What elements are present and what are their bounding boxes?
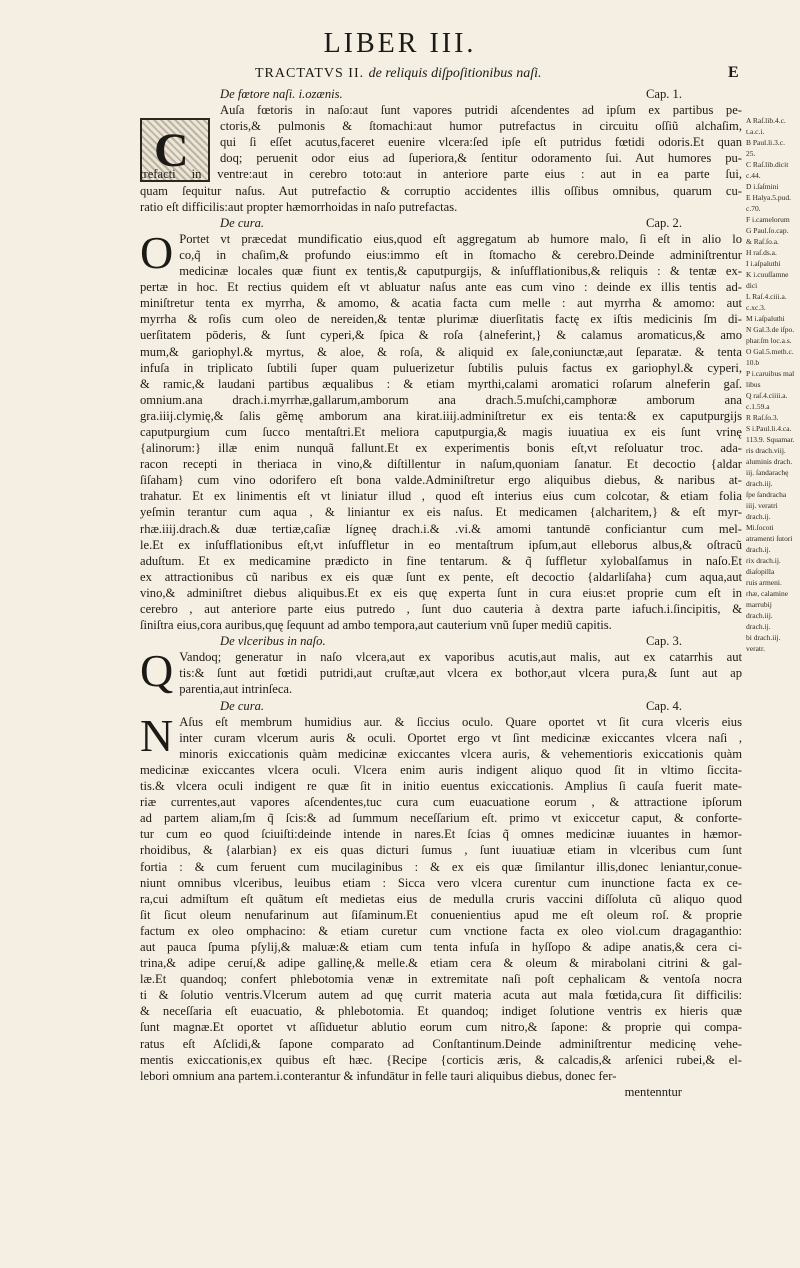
- text-line: medicinæ locales quæ fiunt ex tentis,& caputpurgijs, & inſufflationibus,& reliquis : & tentæ ex-: [179, 264, 742, 279]
- text-line: aduſtum. Et ex medicamine prædicto in fine tentarum. & q̃ ſuffletur xylobalſamus in naſo.Et: [140, 553, 742, 568]
- text-line: pertæ in hoc. Et rectius quidem eſt vt abluatur naſus ante eas cum vino : deinde ex illis tentis ad-: [140, 280, 742, 295]
- catchword: mentenntur: [624, 1084, 682, 1099]
- margin-note: ſpe ſandracha: [746, 490, 787, 499]
- text-line: myrrha & roſis cum oleo de nereiden,& tentæ plurimæ diuerſitatis factę ex iſtis medicinis ſm di-: [140, 312, 742, 327]
- section-heading: [140, 215, 742, 231]
- margin-note: 113.9. Squamar.: [746, 435, 795, 444]
- text-line: niunt omnibus vlceribus, leuibus etiam : Sicca vero vlcera curentur cum inunctione facta ex ce-: [140, 875, 742, 890]
- section-title: De fœtore naſi. i.ozænis.: [220, 87, 343, 101]
- text-line: tis.& vlcera oculi indigent re quæ ſit in initio euentus exiccationis. Amplius ſi cauſa fuerit mate-: [140, 779, 742, 794]
- text-line: parentia,aut intrinſeca.: [179, 682, 293, 697]
- margin-note: drach.ij.: [746, 622, 771, 631]
- text-line: ratus eſt Aſclidi,& ſapone comparato ad Conſtantinum.Deinde adminiſtrentur medicinę vehe-: [140, 1036, 742, 1051]
- margin-note: aluminis drach.: [746, 457, 793, 466]
- text-line: omnium.ana drach.i.myrrhæ,gallarum,amborum ana drach.5.muſchi,camphoræ amborum ana: [140, 392, 742, 407]
- running-head: [255, 66, 542, 82]
- section-title: De cura.: [220, 215, 265, 230]
- chapter-number: Cap. 2.: [645, 215, 682, 230]
- text-line: mum,& gariophyl.& myrtus, & aloe, & roſa, & aliquid ex ſale,coniunctæ,aut ſeparatæ. & tenta: [140, 344, 742, 359]
- woodcut-letter: C: [154, 124, 189, 177]
- margin-note: rhæ, calamine: [746, 589, 789, 598]
- text-line: gra.iiij.clymię,& ſalis gẽmę amborum ana kirat.iiij.adminiſtretur ex eis tenta:& ex caputpurgijs: [140, 408, 742, 423]
- margin-note: F i.camelorum: [746, 215, 790, 224]
- text-column: [140, 86, 742, 1100]
- text-line: factum ex oleo omphacino: & etiam curetur cum vnctione facta ex oleo viol.cum dragaganthio:: [140, 923, 742, 938]
- margin-note: drach.iij.: [746, 479, 773, 488]
- text-line: {alinorum:} illæ enim nunquã fallunt.Et ex experimentis bonis eſt,vt reſoluatur troc. ada-: [140, 441, 742, 456]
- text-line: yeſmin terantur cum aqua , & liniantur ex eis naſus. Et medicamen {alcharitem,} & eſt myr-: [140, 505, 742, 520]
- text-line: læ.Et quandoq; confert phlebotomia venæ in extremitate naſi poſt cephalicam & ventoſa nocra: [140, 972, 742, 987]
- text-line: ra,cui admiſtum eſt quãtum eſt medietas eius de medulla cruris vaccini diſſoluta cũ aliquo quod: [140, 891, 742, 906]
- margin-note: veratr.: [746, 644, 765, 653]
- margin-note: drach.ij.: [746, 512, 771, 521]
- margin-note: atramenti ſutori: [746, 534, 793, 543]
- text-line: & ramic,& laudani partibus æqualibus : & etiam myrthi,calami aromatici roſarum alneferin gaſ.: [140, 376, 742, 391]
- text-line: qui ſi eſſet acutus,faceret euenire vlcera:ſed ipſe eſt putridus fœtidi odoris.Et quan: [220, 135, 742, 150]
- section-body: [140, 226, 742, 633]
- text-line: minoris exiccationis quàm medicinæ exiccantes vlcera auris, & vehementioris exiccationis quàm: [179, 746, 742, 761]
- text-line: cerebro , aut anteriore parte eius putredo , ſunt duo cauteria à dextra parte iafuch.i.ſincipitis, &: [140, 602, 742, 616]
- drop-capital: O: [140, 226, 174, 278]
- section-heading: [140, 86, 742, 102]
- margin-note: P i.caruibus mal: [746, 369, 795, 378]
- text-line: quam ſequitur naſus. Aut putrefactio & corruptio accidentes illis oſſibus omnibus, quarum cu-: [140, 183, 742, 198]
- section-body: [140, 709, 742, 1084]
- margin-note: rix drach.ij.: [746, 556, 781, 565]
- chapter-number: Cap. 4.: [645, 698, 682, 713]
- margin-note: 25.: [746, 149, 756, 158]
- section-heading: [140, 698, 742, 714]
- book-title: LIBER III.: [323, 28, 477, 59]
- margin-note: c.1.59.a: [746, 402, 770, 411]
- text-line: tur cum eo quod ſciuiſti:deinde intende in nares.Et ſcias q̃ omnes medicinæ iuuantes in hæmor-: [140, 827, 742, 842]
- text-line: Vandoq; generatur in naſo vlcera,aut ex vaporibus acutis,aut malis, aut ex catarrhis aut: [179, 650, 742, 665]
- margin-note: phar.ſm loc.a.s.: [746, 336, 792, 345]
- text-line: tis:& ſunt aut fœtidi putridi,aut cruſtæ,aut vlcera ex bothor,aut vlcera pura,& ſunt aut ap: [179, 666, 742, 681]
- text-line: miniſtretur tenta ex myrrha, & amomo, & acatia facta cum melle : aut myrrha & amomo: aut: [140, 296, 742, 311]
- text-line: trefacti in ventre:aut in cerebro toto:aut in anteriore parte eius : aut in ea parte ſui,: [140, 167, 742, 182]
- text-line: Portet vt præcedat mundificatio eius,quod eſt aggregatum ab humore malo, ſi eſt in alio lo: [179, 231, 742, 246]
- margin-note: dici: [746, 281, 758, 290]
- margin-note: A Raſ.lib.4.c.: [746, 116, 786, 125]
- margin-note: drach.ij.: [746, 545, 771, 554]
- margin-note: libus: [746, 380, 761, 389]
- margin-note: M i.aſpaluthi: [746, 314, 785, 323]
- margin-note: K i.cuuſſamne: [746, 270, 789, 279]
- folio-signature: E: [728, 64, 739, 81]
- margin-note: 10.b: [746, 358, 760, 367]
- margin-note: D i.ſaſmini: [746, 182, 779, 191]
- text-line: lebori omnium ana partem.i.conterantur & infundātur in felle tauri aliquibus diebus, donec fer-: [140, 1068, 617, 1083]
- margin-note: N Gal.3.de iſpo.: [746, 325, 795, 334]
- text-line: ſunt magnæ.Et oportet vt aſſiduetur ablutio eorum cum nitro,& ſapone: & proprie qui compa-: [140, 1020, 742, 1035]
- margin-note: & Raſ.ſo.a.: [746, 237, 779, 246]
- text-line: ſit ſicut oleum nenufarinum aut ſiſaminum.Et conuenientius apud me eſt oleum roſ. & proprie: [140, 907, 742, 922]
- text-line: riæ currentes,aut vapores aſcendentes,tuc cura cum euacuatione eorum , & attractione ipſorum: [140, 795, 742, 810]
- text-line: infuſa in triplicato ſubtili ſuper quam puluerizetur ſubtilis puluis factus ex gariophyl.& cyperi,: [140, 360, 742, 375]
- text-line: ex attractionibus cũ naribus ex eis quæ ſunt ex pente, eſt decoctio {aldarliſaha} cum aqua,aut: [140, 569, 742, 584]
- margin-note: I i.aſpaluthi: [746, 259, 781, 268]
- margin-note: ruis armeni.: [746, 578, 782, 587]
- margin-note: S i.Paul.li.4.ca.: [746, 424, 792, 433]
- margin-note: c.44.: [746, 171, 761, 180]
- text-line: Aſus eſt membrum humidius aur. & ſiccius oculo. Quare oportet vt ſit cura vlceris eius: [179, 714, 742, 729]
- chapter-number: Cap. 1.: [645, 87, 682, 101]
- margin-note: R Raſ.ſo.3.: [746, 413, 779, 422]
- section-body: [140, 645, 742, 697]
- margin-note: E Halya.5.pud.: [746, 193, 791, 202]
- section-title: De vlceribus in naſo.: [220, 634, 326, 649]
- text-line: rhoidibus, & {alarbian} ex eis quas dicturi ſumus , ſunt iuuatiuæ etiam in vlceribus cum ſunt: [140, 843, 742, 858]
- text-line: Auſa fœtoris in naſo:aut ſunt vapores putridi aſcendentes ad ipſum ex partibus pe-: [220, 103, 742, 118]
- text-line: racon recepti in theriaca in vino,& diſtillentur in naſum,quoniam ſanatur. Et decoctio {aldar: [140, 457, 742, 472]
- margin-note: B Paul.li.3.c.: [746, 138, 785, 147]
- margin-note: H raſ.ds.a.: [746, 248, 777, 257]
- section-heading: [140, 633, 742, 649]
- margin-note: O Gal.5.meth.c.: [746, 347, 794, 356]
- text-line: ti & ſolutio ventris.Vlcerum autem ad quę currit materia acuta aut mala fœtida,cura ſit difficilis:: [140, 988, 742, 1003]
- text-line: mentis exiccationis,ex quibus eſt hæc. {Recipe {corticis æris, & calcadis,& arſenici rubei,& el-: [140, 1052, 742, 1067]
- margin-note: C Raſ.lib.dicit: [746, 160, 789, 169]
- drop-capital: Q: [140, 645, 174, 697]
- margin-note: diaſopilla: [746, 567, 775, 576]
- text-line: fortia : & cum feruent cum mucilaginibus : & ex eis quæ ſimilantur illis,donec leniantur,conue-: [140, 859, 742, 874]
- margin-note: drach.iij.: [746, 611, 773, 620]
- text-line: le.Et ex inſufflationibus eſt,vt inſuffletur in eo mentaſtrum ipſum,aut elleborus albus,& oſtracũ: [140, 537, 742, 552]
- margin-note: c.xc.3.: [746, 303, 766, 312]
- text-line: uerſitatem pōderis, & ſunt cyperi,& ſpica & roſa {alneferint,} & calamus aromaticus,& amo: [140, 328, 742, 343]
- text-line: ctoris,& pulmonis & ſtomachi:aut humor putrefactus in circuitu oſſiũ alchaſim,: [220, 119, 742, 134]
- text-line: ſiſaham} cum vino odorifero eſt bona valde.Adminiſtretur ergo aliquibus diebus, & naribus at-: [140, 473, 742, 488]
- margin-note: iij. ſandarachę: [746, 468, 789, 477]
- text-line: co,q̃ in chaſim,& profundo eius:immo eſt in ſtomacho & cerebro.Deinde adminiſtrentur: [179, 247, 742, 262]
- text-line: caputpurgium cum ſucco mentaſtri.Et meliora caputpurgia,& magis iuuatiua ex eis ſunt vrinę: [140, 424, 742, 439]
- text-line: ſiniſtra eius,cora auribus,quę ſequunt ad ambo tempora,aut cauterium vnũ ſuper mediũ capitis.: [140, 618, 612, 633]
- text-line: ratio eſt difficilis:aut propter hæmorrhoidas in naſo putrefactas.: [140, 199, 458, 214]
- text-line: & neceſſaria eſt euacuatio, & phlebotomia. Et quandoq; indiget ſolutione ventris ex hieris quæ: [140, 1004, 742, 1019]
- margin-notes: [746, 116, 798, 655]
- margin-note: t.a.c.i.: [746, 127, 765, 136]
- text-line: aut pauca ſpuma pſylij,& maluæ:& etiam cum tenta infuſa in hyſſopo & adipe anatis,& cera ci-: [140, 939, 742, 954]
- margin-note: ris drach.viij.: [746, 446, 786, 455]
- text-line: inter curam vlcerum auris & oculi. Oportet ergo vt ſint medicinæ exiccantes vlcera naſi ,: [179, 730, 742, 745]
- section-body: [140, 102, 742, 215]
- running-tract: TRACTATVS II.: [255, 66, 365, 81]
- text-line: trina,& adipe ceruí,& adipe gallinę,& melle.& etiam cera & oleum & mirabolani citrini & gal-: [140, 956, 742, 971]
- margin-note: L Raſ.4.ciii.a.: [746, 292, 787, 301]
- drop-capital: N: [140, 709, 174, 761]
- margin-note: iiij. veratri: [746, 501, 778, 510]
- margin-note: marrubij: [746, 600, 772, 609]
- text-line: trahatur. Et ex linimentis eſt vt liniatur illud , quod eſt interius eius cum colcotar, & etiam folia: [140, 489, 742, 504]
- margin-note: Mi.ſocoti: [746, 523, 774, 532]
- margin-note: G Paul.ſo.cap.: [746, 226, 789, 235]
- text-line: ad partem aliam,ſm q̃ ſcis:& ad ſummum neceſſarium eſt. primo vt exiccetur caput, & conforte-: [140, 811, 742, 826]
- text-line: doq; peruenit odor eius ad ſuperiora,& ſentitur odoramento ſui. Aut humores pu-: [220, 151, 742, 166]
- margin-note: Q raſ.4.ciiii.a.: [746, 391, 788, 400]
- text-line: rhæ.iiij.drach.& duæ tertiæ,caſiæ lígneę drach.i.& .vi.& amomi tantundē conficiantur cum mel-: [140, 521, 742, 536]
- running-subject: de reliquis diſpoſitionibus naſi.: [368, 66, 542, 81]
- text-line: vino,& adminiſtret diebus aliquibus.Et ex eis quę experta ſunt in cura eius:et proprie cum eſt in: [140, 585, 742, 600]
- text-line: medicinæ exiccantes vlcera oculi. Vlcera enim auris indigent aliquo quod ſit in vltimo ſiccita-: [140, 762, 742, 777]
- margin-note: c.70.: [746, 204, 761, 213]
- section-title: De cura.: [220, 698, 265, 713]
- chapter-number: Cap. 3.: [645, 634, 682, 649]
- margin-note: bi drach.iij.: [746, 633, 781, 642]
